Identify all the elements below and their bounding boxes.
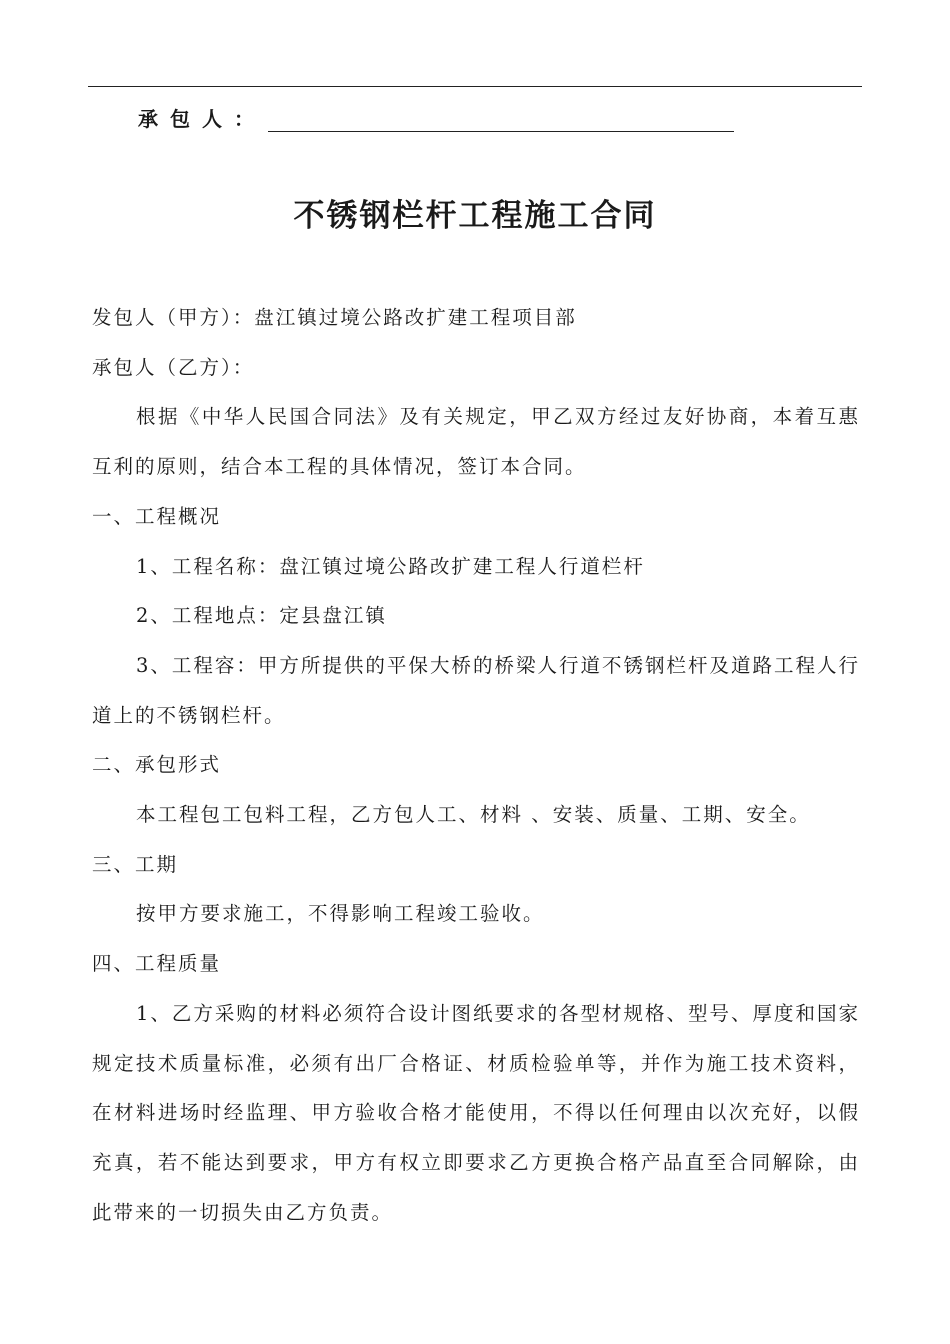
section-heading: 四、工程质量 (92, 952, 222, 976)
contractor-signature-line (138, 102, 734, 132)
contract-body (92, 293, 860, 1237)
preamble-paragraph: 根据《中华人民国合同法》及有关规定，甲乙双方经过友好协商，本着互惠互利的原则，结合本工程的具体情况，签订本合同。 (92, 405, 860, 479)
header-rule (88, 86, 862, 87)
party-b-line: 承包人（乙方）： (92, 355, 255, 379)
clause-item: 按甲方要求施工，不得影响工程竣工验收。 (136, 902, 545, 926)
contractor-label: 承包人： (138, 107, 266, 131)
document-title: 不锈钢栏杆工程施工合同 (293, 198, 657, 234)
section-heading: 三、工期 (92, 852, 179, 876)
clause-item: 2、工程地点：定县盘江镇 (136, 604, 387, 628)
clause-item: 1、乙方采购的材料必须符合设计图纸要求的各型材规格、型号、厚度和国家规定技术质量标准，必须有出厂合格证、材质检验单等，并作为施工技术资料，在材料进场时经监理、甲方验收合格才能使用，不得以任何理由以次充好，以假充真，若不能达到要求，甲方有权立即要求乙方更换合格产品直至合同解除，由此带来的一切损失由乙方负责。 (92, 1001, 860, 1224)
clause-item: 1、工程名称：盘江镇过境公路改扩建工程人行道栏杆 (136, 554, 645, 578)
section-heading: 一、工程概况 (92, 504, 222, 528)
party-a-line: 发包人（甲方）：盘江镇过境公路改扩建工程项目部 (92, 306, 577, 329)
clause-item: 本工程包工包料工程，乙方包人工、材料 、安装、质量、工期、安全。 (136, 803, 811, 827)
section-heading: 二、承包形式 (92, 753, 222, 777)
contractor-blank-underline (268, 107, 734, 132)
clause-item: 3、工程容：甲方所提供的平保大桥的桥梁人行道不锈钢栏杆及道路工程人行道上的不锈钢栏杆。 (92, 653, 860, 727)
